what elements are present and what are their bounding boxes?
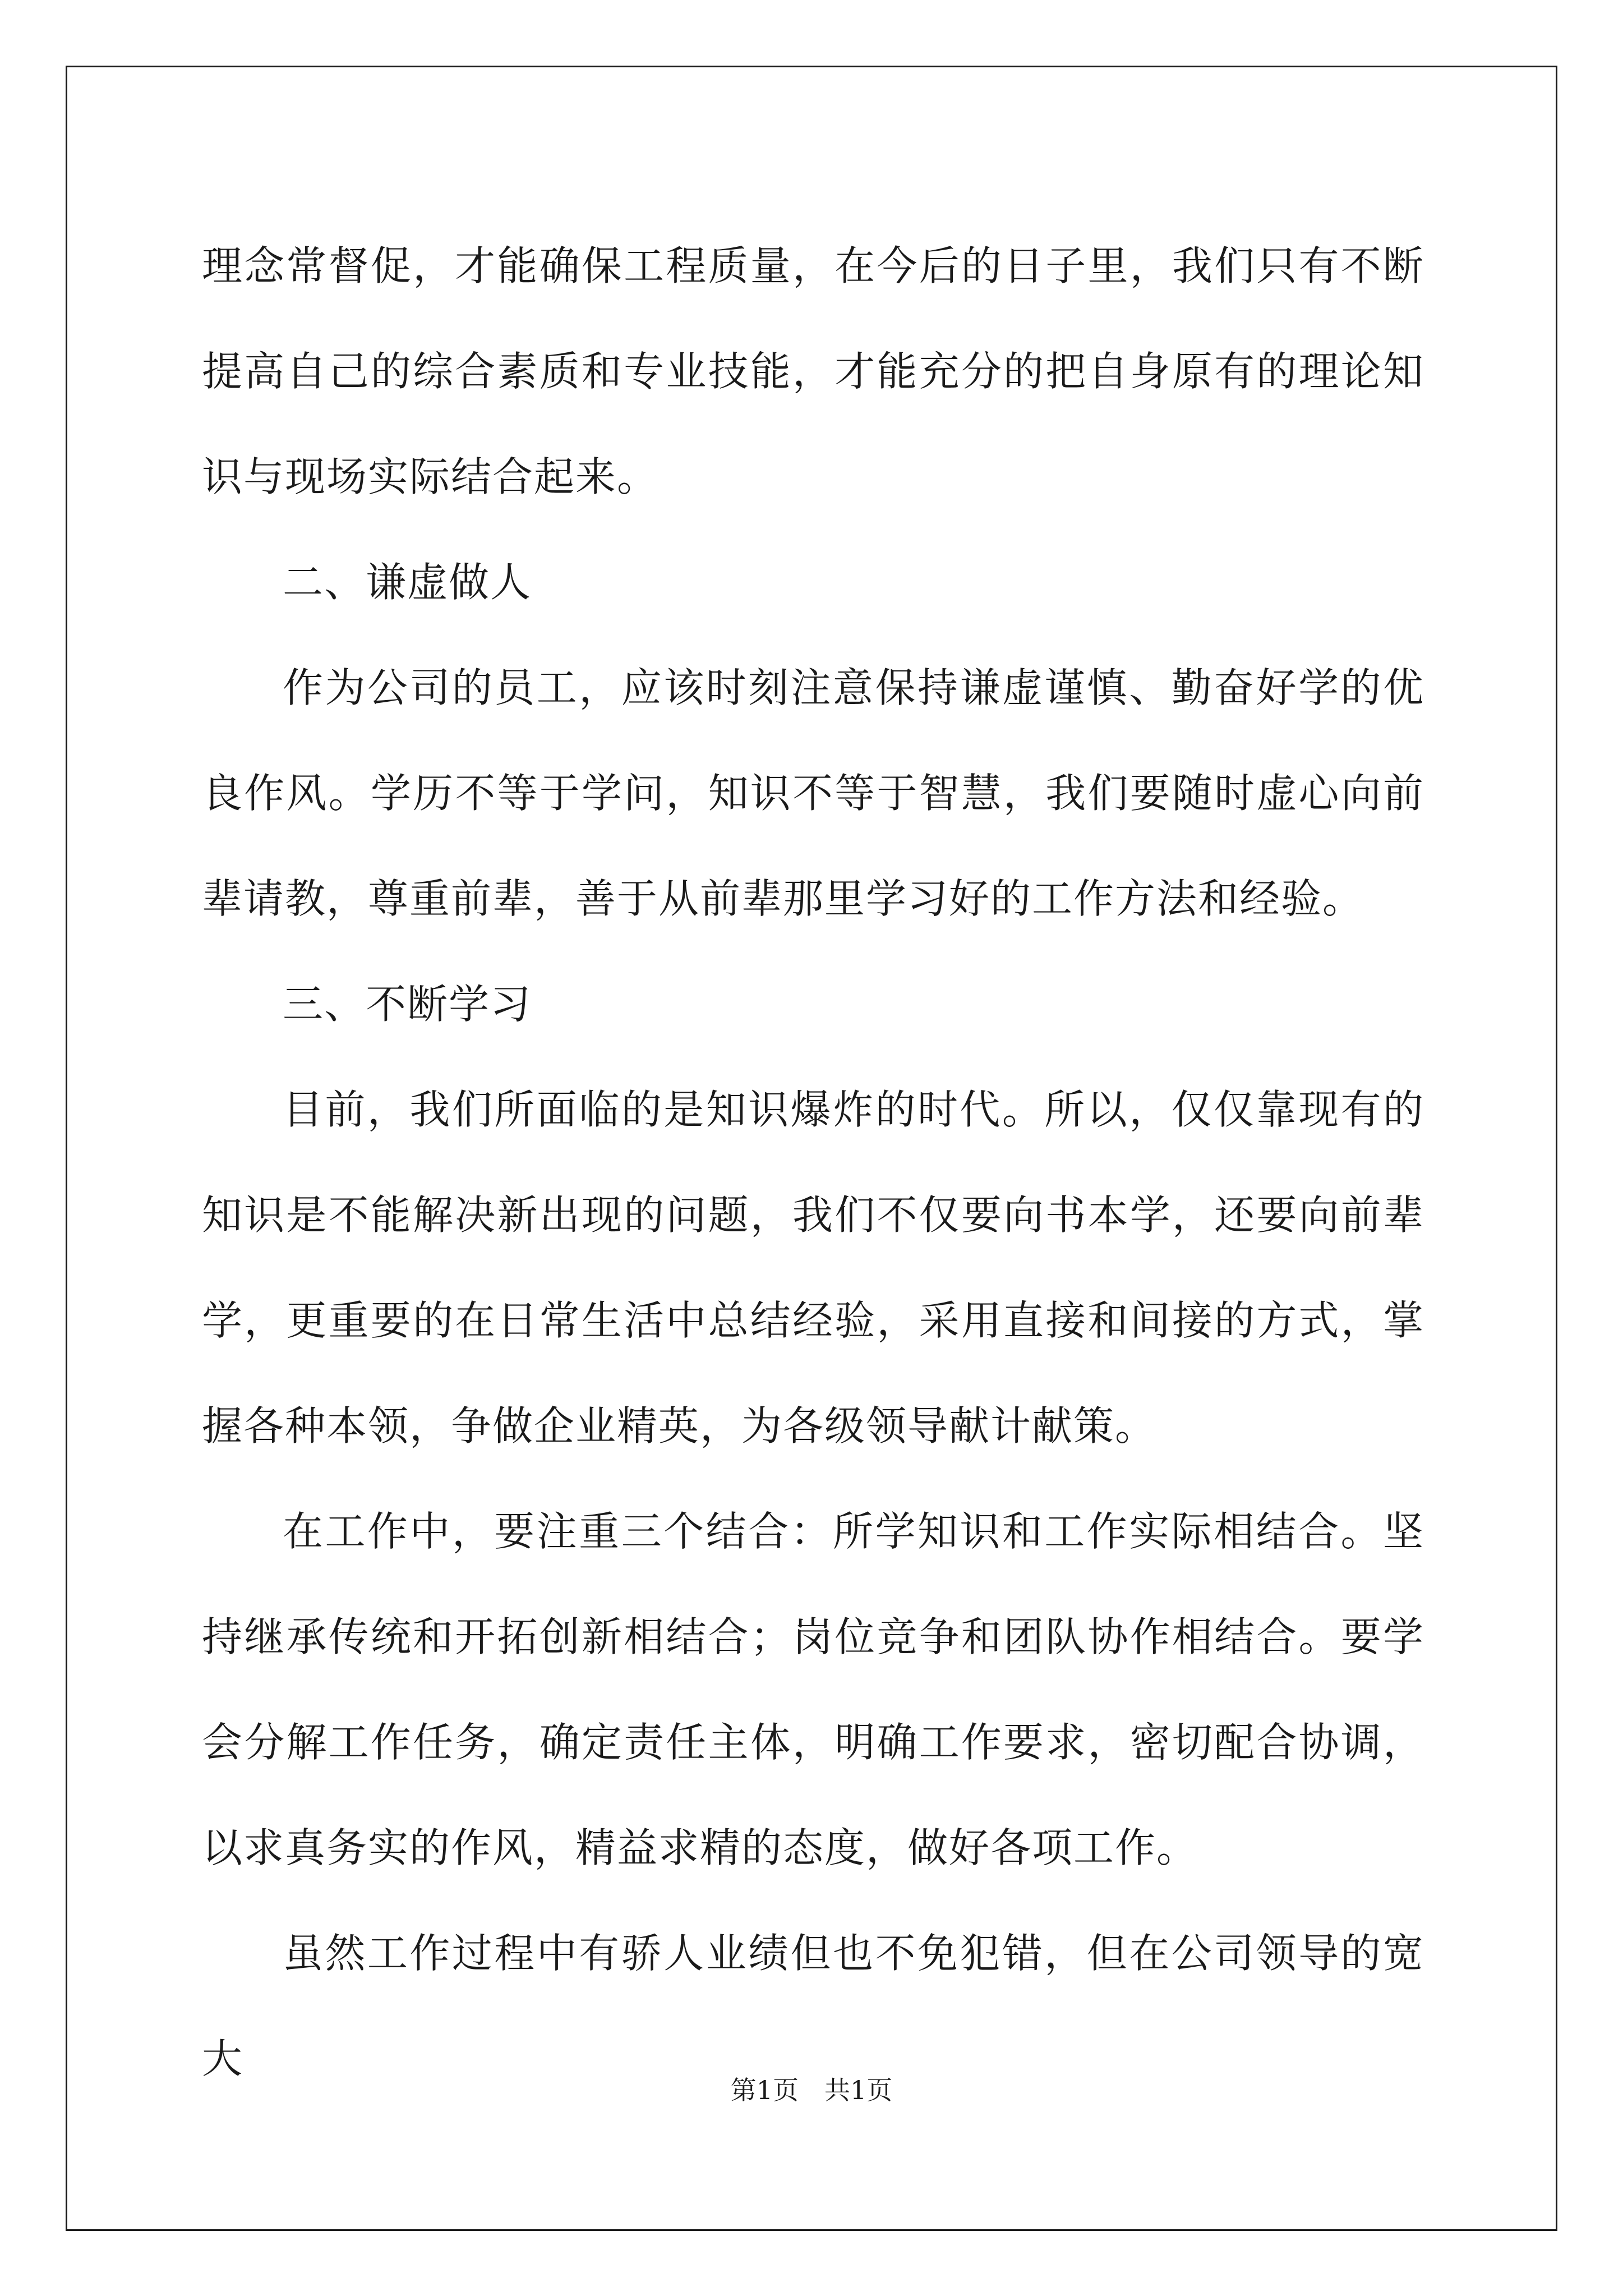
page-footer: 第1页 共1页 bbox=[730, 2075, 893, 2105]
paragraph: 在工作中，要注重三个结合：所学知识和工作实际相结合。坚持继承传统和开拓创新相结合；岗位竞争和团队协作相结合。要学会分解工作任务，确定责任主体，明确工作要求，密切配合协调，以求真务实的作风，精益求精的态度，做好各项工作。 bbox=[202, 1508, 1424, 1871]
paragraph: 虽然工作过程中有骄人业绩但也不免犯错，但在公司领导的宽大 bbox=[202, 1930, 1424, 2082]
document-body bbox=[202, 213, 1424, 2111]
section-heading: 二、谦虚做人 bbox=[283, 559, 532, 606]
paragraph: 作为公司的员工，应该时刻注意保持谦虚谨慎、勤奋好学的优良作风。学历不等于学问，知识不等于智慧，我们要随时虚心向前辈请教，尊重前辈，善于从前辈那里学习好的工作方法和经验。 bbox=[202, 664, 1424, 922]
paragraph: 理念常督促，才能确保工程质量，在今后的日子里，我们只有不断提高自己的综合素质和专业技能，才能充分的把自身原有的理论知识与现场实际结合起来。 bbox=[202, 242, 1424, 500]
paragraph: 目前，我们所面临的是知识爆炸的时代。所以，仅仅靠现有的知识是不能解决新出现的问题，我们不仅要向书本学，还要向前辈学，更重要的在日常生活中总结经验，采用直接和间接的方式，掌握各种本领，争做企业精英，为各级领导献计献策。 bbox=[202, 1086, 1424, 1450]
section-heading: 三、不断学习 bbox=[283, 981, 532, 1028]
